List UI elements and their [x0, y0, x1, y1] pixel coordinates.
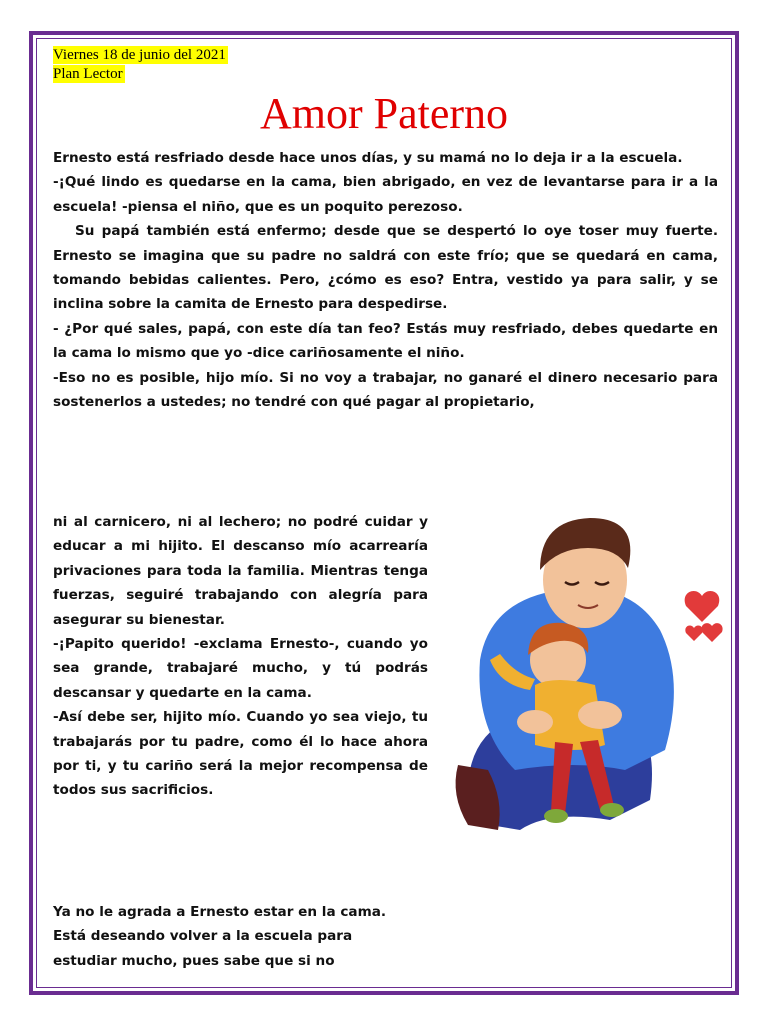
- paragraph: - ¿Por qué sales, papá, con este día tan feo? Estás muy resfriado, debes quedarte en la cama lo mismo que yo -dice cariñosamente el niño.: [53, 320, 718, 362]
- paragraph: Ya no le agrada a Ernesto estar en la cama. Está deseando volver a la escuela para estudiar mucho, pues sabe que si no: [53, 904, 387, 969]
- heart-icon: [701, 623, 722, 642]
- story-body-tail: [53, 900, 413, 973]
- heart-icon: [685, 591, 720, 622]
- paragraph: -Así debe ser, hijito mío. Cuando yo sea viejo, tu trabajarás por tu padre, como él lo hace ahora por ti, y tu cariño será la mejor recompensa de todos sus sacrificios.: [53, 709, 428, 799]
- paragraph: -¡Qué lindo es quedarse en la cama, bien abrigado, en vez de levantarse para ir a la escuela! -piensa el niño, que es un poquito perezoso.: [53, 174, 718, 215]
- story-body-full-width: [53, 146, 718, 414]
- story-body-narrow: [53, 510, 428, 803]
- paragraph: -¡Papito querido! -exclama Ernesto-, cuando yo sea grande, trabajaré mucho, y tú podrás descansar y quedarte en la cama.: [53, 636, 428, 701]
- paragraph: -Eso no es posible, hijo mío. Si no voy a trabajar, no ganaré el dinero necesario para sostenerlos a ustedes; no tendré con qué pagar al propietario,: [53, 369, 718, 411]
- date-label: Viernes 18 de junio del 2021: [53, 47, 226, 63]
- heart-icon: [685, 626, 702, 641]
- paragraph: Su papá también está enfermo; desde que se despertó lo oye toser muy fuerte. Ernesto se imagina que su padre no saldrá con este frío; que se quedará en cama, tomando bebidas calientes. Pero, ¿cómo es eso? Entra, vestido ya para salir, y se inclina sobre la camita de Ernesto para despedirse.: [53, 223, 718, 313]
- father-hugging-son-illustration: [440, 510, 730, 855]
- story-title: Amor Paterno: [259, 89, 509, 138]
- plan-lector-label: Plan Lector: [53, 66, 123, 82]
- paragraph: Ernesto está resfriado desde hace unos días, y su mamá no lo deja ir a la escuela.: [53, 150, 683, 166]
- paragraph: ni al carnicero, ni al lechero; no podré cuidar y educar a mi hijito. El descanso mío acarrearía privaciones para toda la familia. Mientras tenga fuerzas, seguiré trabajando con alegría para asegurar su bienestar.: [53, 514, 428, 628]
